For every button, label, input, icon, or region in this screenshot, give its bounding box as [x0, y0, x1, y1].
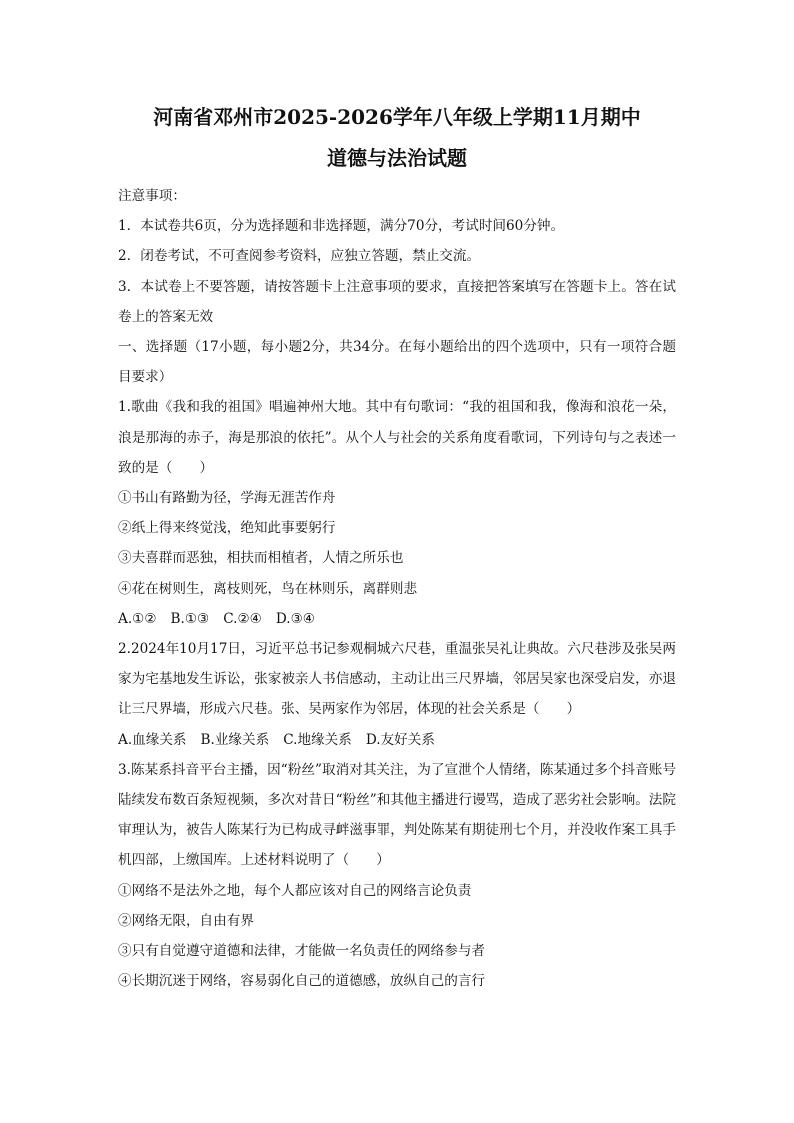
question-3-statement-3: ③只有自觉遵守道德和法律，才能做一名负责任的网络参与者	[118, 943, 486, 960]
section-1-heading: 一、选择题（17小题，每小题2分，共34分。在每小题给出的四个选项中，只有一项符合题目要求）	[118, 339, 676, 386]
question-2-option-c: C.地缘关系	[283, 731, 352, 748]
exam-title-line2: 道德与法治试题	[327, 146, 467, 170]
question-3-statement-1: ①网络不是法外之地，每个人都应该对自己的网络言论负责	[118, 882, 472, 899]
notice-heading: 注意事项：	[118, 188, 186, 204]
question-2-options	[118, 725, 676, 755]
question-3-statement-2: ②网络无限，自由有界	[118, 912, 254, 929]
question-3-statement-4: ④长期沉迷于网络，容易弱化自己的道德感，放纵自己的言行	[118, 973, 486, 990]
question-2-option-a: A.血缘关系	[118, 731, 187, 748]
notice-item-2: 2．闭卷考试，不可查阅参考资料，应独立答题，禁止交流。	[118, 248, 481, 265]
notice-item-3: 3．本试卷上不要答题，请按答题卡上注意事项的要求，直接把答案填写在答题卡上。答在试卷上的答案无效	[118, 278, 676, 325]
question-1-option-d: D.③④	[275, 610, 315, 627]
question-2-stem: 2.2024年10月17日，习近平总书记参观桐城六尺巷，重温张吴礼让典故。六尺巷涉及张吴两家为宅基地发生诉讼，张家被亲人书信感动，主动让出三尺界墙，邻居吴家也深受启发，亦退让三尺界墙，形成六尺巷。张、吴两家作为邻居，体现的社会关系是（ ）	[118, 641, 676, 718]
question-2-option-b: B.业缘关系	[200, 731, 270, 748]
question-1-statement-4: ④花在树则生，离枝则死，鸟在林则乐，离群则悲	[118, 580, 418, 597]
exam-title-line1: 河南省邓州市2025-2026学年八年级上学期11月期中	[153, 105, 641, 129]
question-1-option-b: B.①③	[170, 610, 210, 627]
question-1-statement-3: ③夫喜群而恶独，相扶而相植者，人情之所乐也	[118, 550, 404, 567]
question-1-option-a: A.①②	[118, 610, 157, 627]
question-1-options	[118, 604, 676, 634]
question-3-stem: 3.陈某系抖音平台主播，因“粉丝”取消对其关注，为了宣泄个人情绪，陈某通过多个抖音账号陆续发布数百条短视频，多次对昔日“粉丝”和其他主播进行谩骂，造成了恶劣社会影响。法院审理认为，被告人陈某行为已构成寻衅滋事罪，判处陈某有期徒刑七个月，并没收作案工具手机四部，上缴国库。上述材料说明了（ ）	[118, 761, 676, 869]
notice-item-1: 1．本试卷共6页，分为选择题和非选择题，满分70分，考试时间60分钟。	[118, 218, 565, 235]
question-1-statement-1: ①书山有路勤为径，学海无涯苦作舟	[118, 490, 336, 507]
question-1-stem: 1.歌曲《我和我的祖国》唱遍神州大地。其中有句歌词：“我的祖国和我，像海和浪花一朵，浪是那海的赤子，海是那浪的依托”。从个人与社会的关系角度看歌词，下列诗句与之表述一致的是（ ）	[118, 399, 676, 476]
question-2-option-d: D.友好关系	[365, 731, 435, 748]
question-1-option-c: C.②④	[223, 610, 262, 627]
question-1-statement-2: ②纸上得来终觉浅，绝知此事要躬行	[118, 520, 336, 537]
